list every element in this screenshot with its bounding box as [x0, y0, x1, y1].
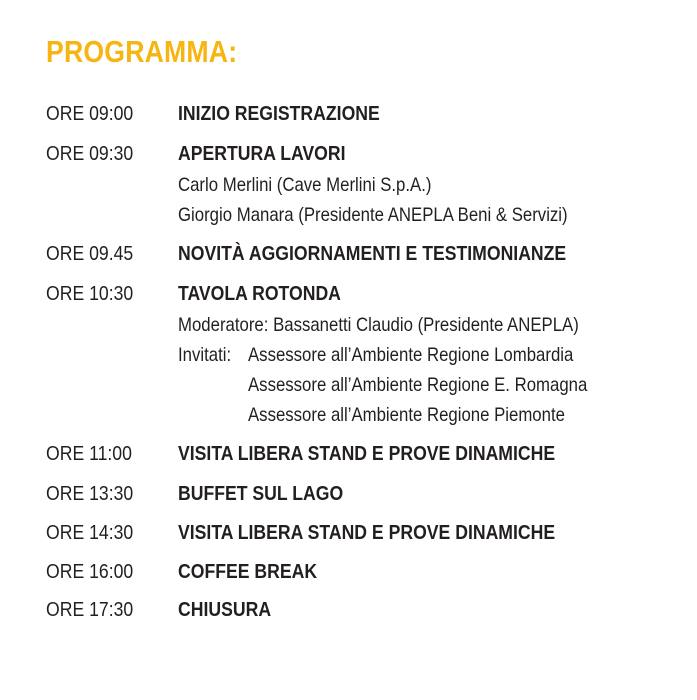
item-title: COFFEE BREAK [178, 560, 318, 583]
item-time: ORE 13:30 [46, 482, 134, 505]
item-time: ORE 17:30 [46, 598, 134, 621]
item-title: NOVITÀ AGGIORNAMENTI E TESTIMONIANZE [178, 242, 567, 265]
item-time: ORE 09:00 [46, 102, 134, 125]
invited-line: Assessore all’Ambiente Regione Piemonte [248, 404, 565, 426]
page-title: PROGRAMMA: [46, 34, 238, 69]
item-title: VISITA LIBERA STAND E PROVE DINAMICHE [178, 521, 556, 544]
item-time: ORE 14:30 [46, 521, 134, 544]
item-time: ORE 11:00 [46, 442, 132, 465]
speaker-line: Carlo Merlini (Cave Merlini S.p.A.) [178, 174, 432, 196]
item-title: CHIUSURA [178, 598, 272, 621]
item-title: TAVOLA ROTONDA [178, 282, 341, 305]
invited-line: Assessore all’Ambiente Regione Lombardia [248, 344, 574, 366]
item-time: ORE 09.45 [46, 242, 134, 265]
moderator-line: Moderatore: Bassanetti Claudio (Presidente ANEPLA) [178, 314, 579, 336]
item-time: ORE 09:30 [46, 142, 134, 165]
item-title: APERTURA LAVORI [178, 142, 346, 165]
item-title: INIZIO REGISTRAZIONE [178, 102, 380, 125]
item-title: VISITA LIBERA STAND E PROVE DINAMICHE [178, 442, 556, 465]
item-title: BUFFET SUL LAGO [178, 482, 344, 505]
speaker-line: Giorgio Manara (Presidente ANEPLA Beni & Servizi) [178, 204, 568, 226]
item-time: ORE 10:30 [46, 282, 134, 305]
item-time: ORE 16:00 [46, 560, 134, 583]
invited-label: Invitati: [178, 344, 232, 366]
invited-line: Assessore all’Ambiente Regione E. Romagna [248, 374, 588, 396]
